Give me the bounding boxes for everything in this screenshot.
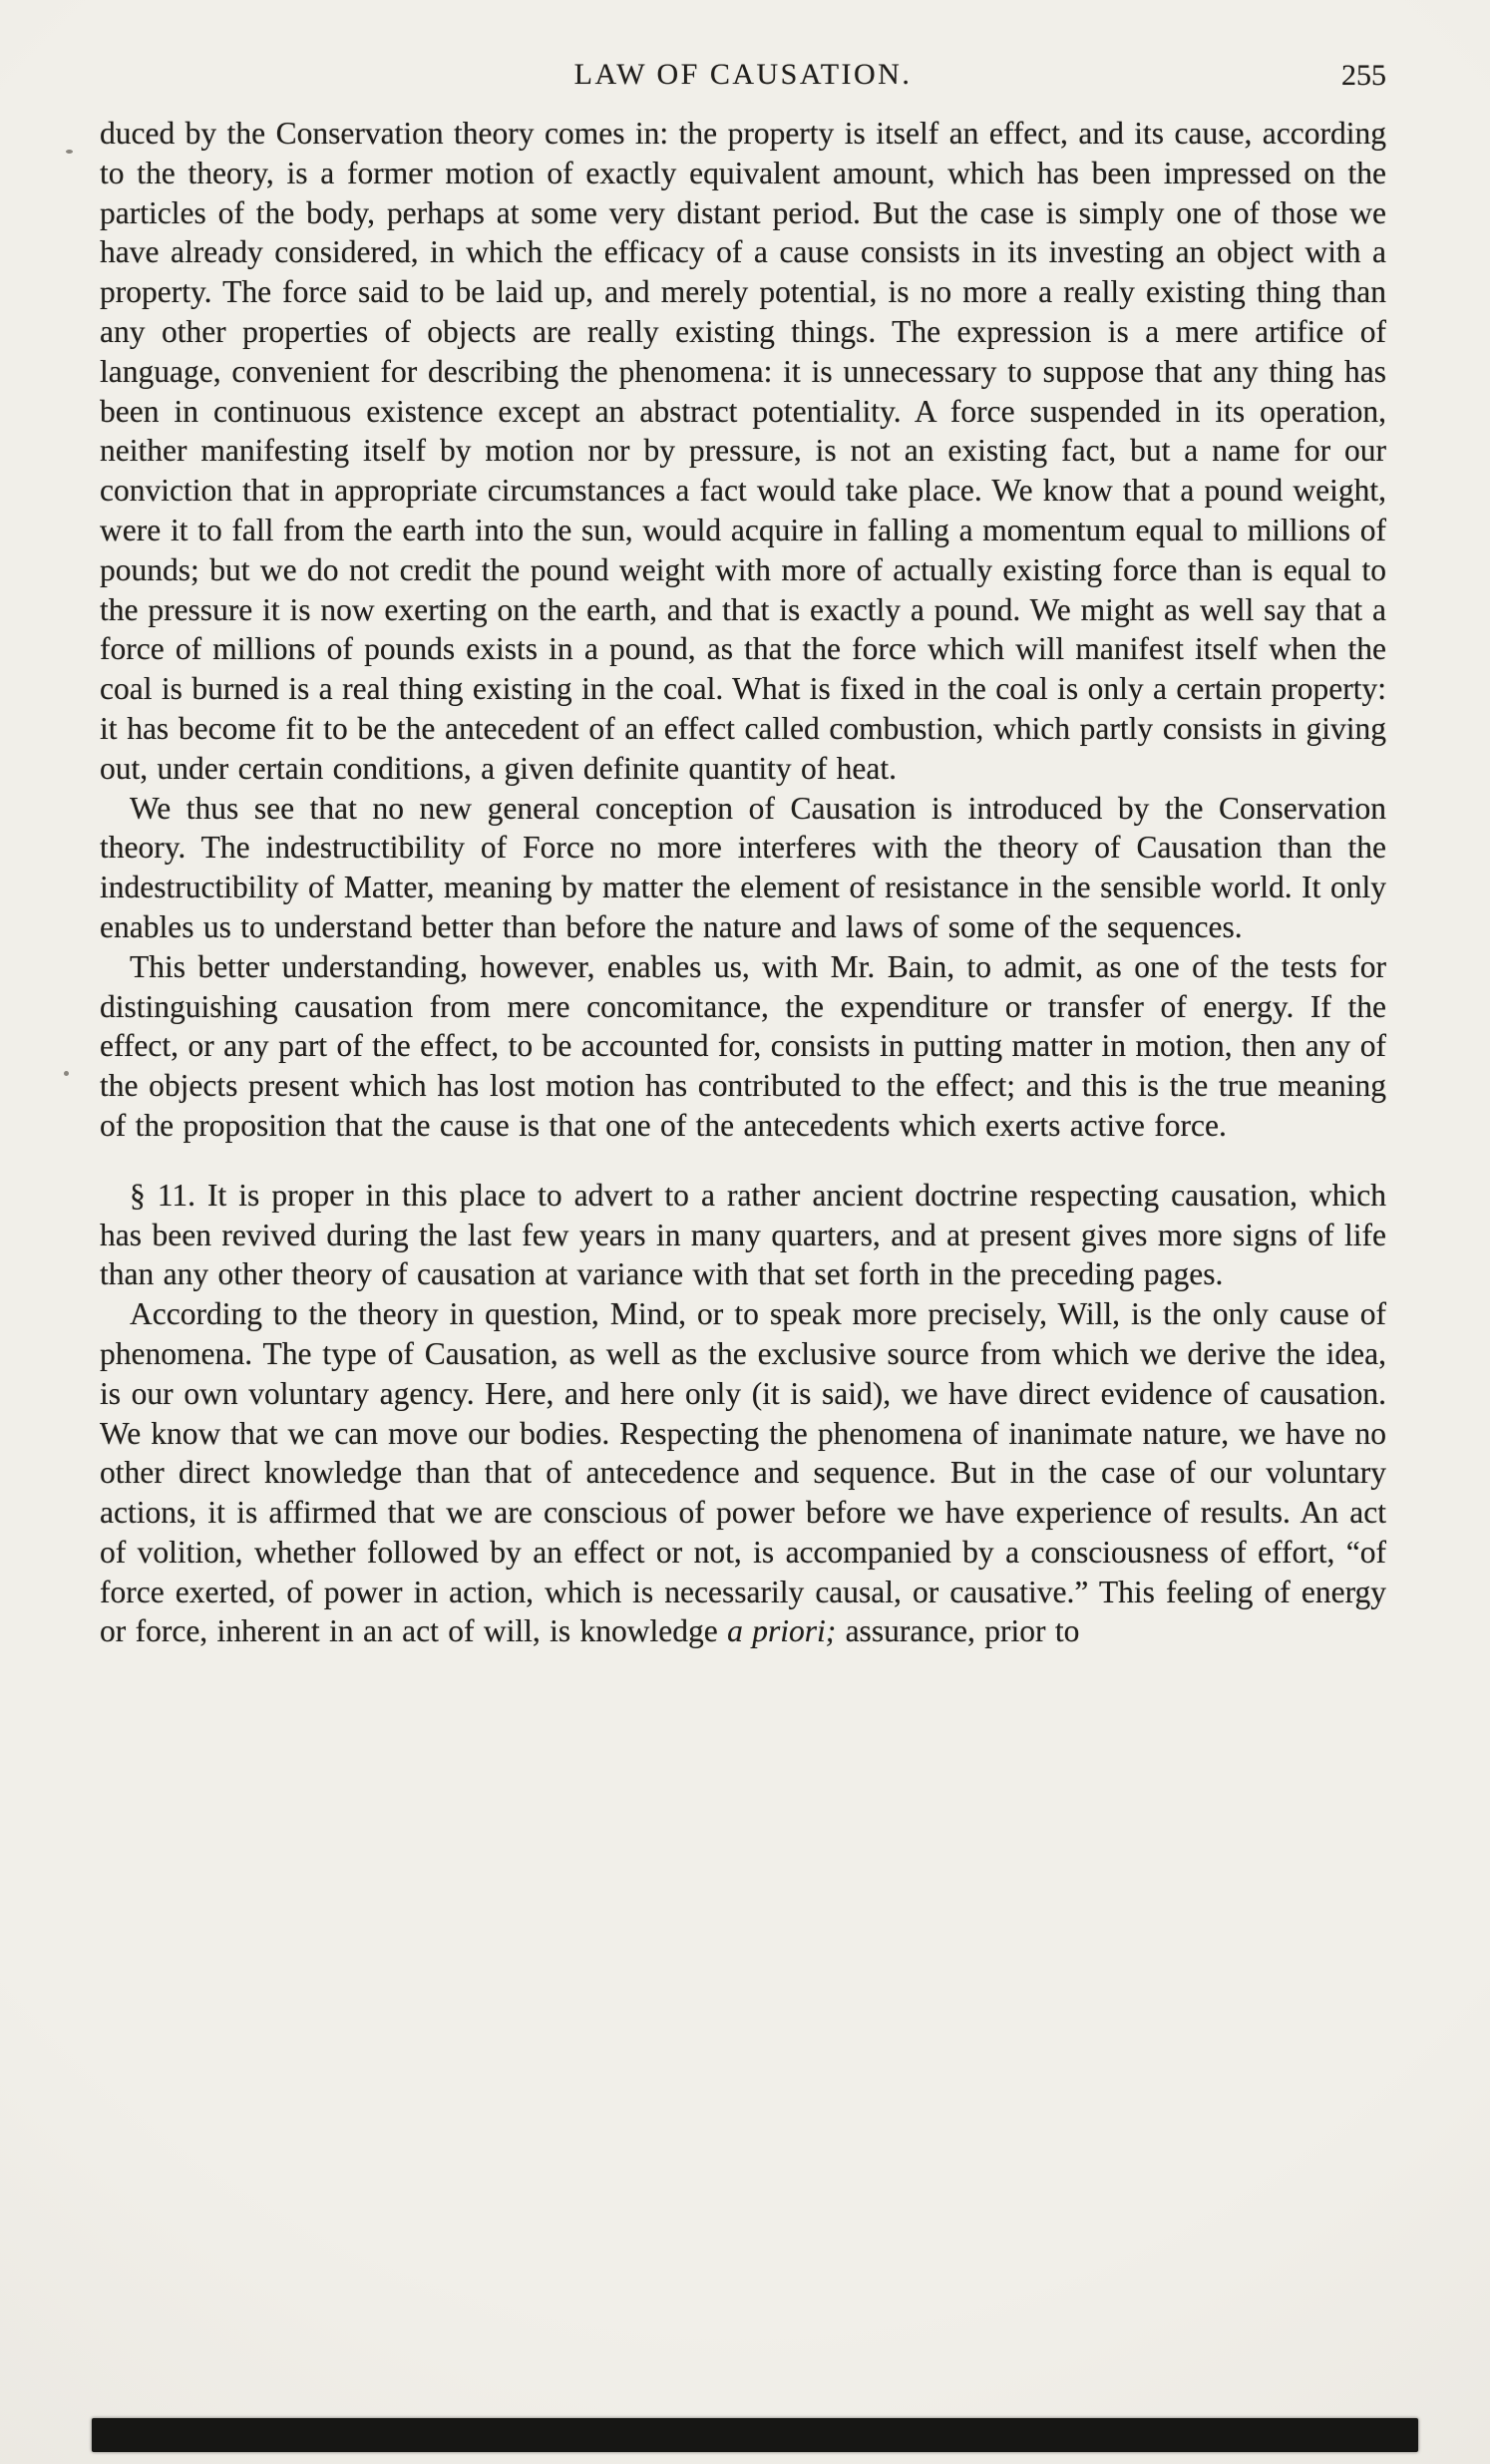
text-run: duced by the Conservation theory comes in: the property is itself an effect, and its cause, according to the theory, is a former motion of exactly equivalent amount, which has been impressed on the particles of the body, perhaps at some very distant period. But the case is simply one of those we have already considered, in which the efficacy of a cause consists in its investing an object with a property. The force said to be laid up, and merely potential, is no more a really existing thing than any other properties of objects are really existing things. The expression is a mere artifice of language, convenient for describing the phenomena: it is unnecessary to suppose that any thing has been in continuous existence except an abstract potentiality. A force suspended in its operation, neither manifesting itself by motion nor by pressure, is not an existing fact, but a name for our conviction that in appropriate circumstances a fact would take place. We know that a pound weight, were it to fall from the earth into the sun, would acquire in falling a momentum equal to millions of pounds; but we do not credit the pound weight with more of actually existing force than is equal to the pressure it is now exerting on the earth, and that is exactly a pound. We might as well say that a force of millions of pounds exists in a pound, as that the force which will manifest itself when the coal is burned is a real thing existing in the coal. What is fixed in the coal is only a certain property: it has become fit to be the antecedent of an effect called combustion, which partly consists in giving out, under certain conditions, a given definite quantity of heat.	[100, 116, 1386, 786]
para-section-11	[100, 1176, 1386, 1294]
text-run: § 11. It is proper in this place to advert to a rather ancient doctrine respecting causation, which has been revived during the last few years in many quarters, and at present gives more signs of life than any other theory of causation at variance with that set forth in the preceding pages.	[100, 1177, 1386, 1292]
text-run-italic: a priori;	[727, 1613, 837, 1649]
page-header	[100, 58, 1386, 102]
page-number: 255	[1341, 59, 1386, 92]
text-run: According to the theory in question, Mind, or to speak more precisely, Will, is the only cause of phenomena. The type of Causation, as well as the exclusive source from which we derive the idea, is our own voluntary agency. Here, and here only (it is said), we have direct evidence of causation. We know that we can move our bodies. Respecting the phenomena of inanimate nature, we have no other direct knowledge than that of antecedence and sequence. But in the case of our voluntary actions, it is affirmed that we are conscious of power before we have experience of results. An act of volition, whether followed by an effect or not, is accompanied by a consciousness of effort, “of force exerted, of power in action, which is necessarily causal, or causative.” This feeling of energy or force, inherent in an act of will, is knowledge	[100, 1296, 1386, 1649]
scan-artifact-bottom	[92, 2418, 1418, 2452]
para-no-new-conception	[100, 789, 1386, 947]
running-title: LAW OF CAUSATION.	[573, 58, 913, 91]
para-better-understanding	[100, 947, 1386, 1146]
scan-speck	[64, 1071, 69, 1076]
text-run: We thus see that no new general conception of Causation is introduced by the Conservation theory. The indestructibility of Force no more interferes with the theory of Causation than the indestructibility of Matter, meaning by matter the element of resistance in the sensible world. It only enables us to understand better than before the nature and laws of some of the sequences.	[100, 790, 1386, 944]
text-run: This better understanding, however, enables us, with Mr. Bain, to admit, as one of the tests for distinguishing causation from mere concomitance, the expenditure or transfer of energy. If the effect, or any part of the effect, to be accounted for, consists in putting matter in motion, then any of the objects present which has lost motion has contributed to the effect; and this is the true meaning of the proposition that the cause is that one of the antecedents which exerts active force.	[100, 948, 1386, 1143]
page-body	[100, 114, 1386, 1651]
text-run: assurance, prior to	[836, 1613, 1080, 1649]
para-conservation-continuation	[100, 114, 1386, 789]
para-mind-theory	[100, 1294, 1386, 1651]
scan-speck	[66, 150, 73, 154]
